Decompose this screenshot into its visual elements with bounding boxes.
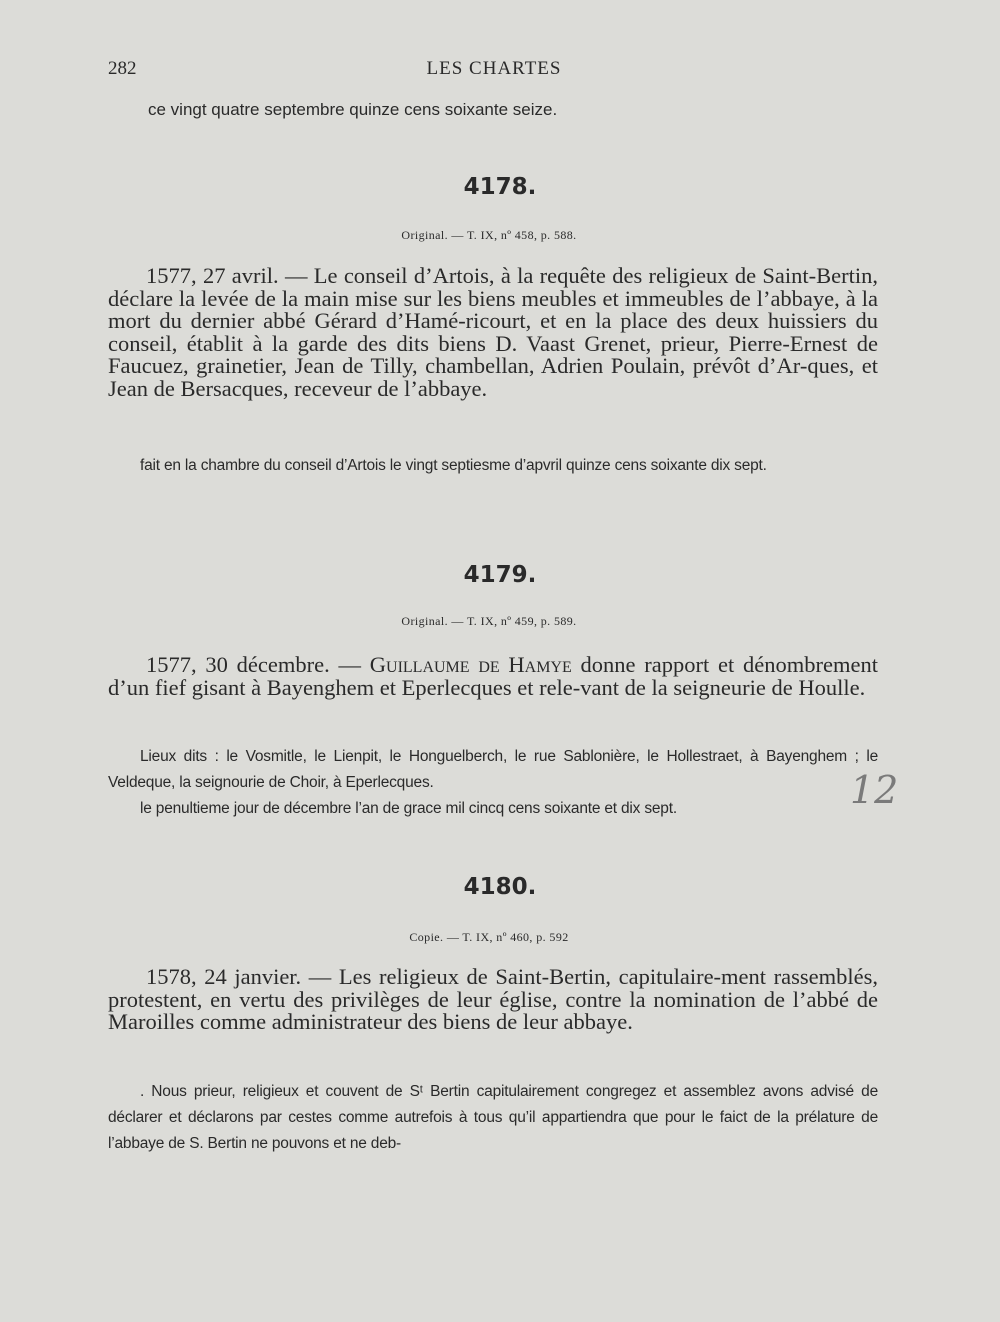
entry-number: 4179. — [463, 562, 537, 588]
summary-date: 1577, 30 décembre. — — [146, 652, 361, 677]
entry-summary — [108, 966, 878, 1034]
entry-excerpt — [108, 453, 878, 479]
summary-text — [108, 654, 878, 699]
entry-source: Original. — T. IX, nº 458, p. 588. — [401, 228, 577, 242]
excerpt-paragraph: . Nous prieur, religieux et couvent de Sᵗ Bertin capitulairement congregez et assemblez avons advisé de déclarer et déclarons par cestes comme autrefois à tous qu’il appartiendra que pour le faict de la prélature de l’abbaye de S. Bertin ne pouvons et ne deb- — [108, 1083, 878, 1152]
summary-rest: donne rapport et dénombrement d’un fief gisant à Bayenghem et Eperlecques et rele-vant de la seigneurie de Houlle. — [108, 652, 878, 700]
continuation-line: ce vingt quatre septembre quinze cens soixante seize. — [148, 100, 558, 119]
entry-source: Original. — T. IX, nº 459, p. 589. — [401, 614, 577, 628]
summary-text: 1578, 24 janvier. — Les religieux de Saint-Bertin, capitulaire-ment rassemblés, protestent, en vertu des privilèges de leur église, contre la nomination de l’abbé de Maroilles comme administrateur des biens de leur abbaye. — [108, 964, 878, 1034]
excerpt-paragraph: fait en la chambre du conseil d’Artois le vingt septiesme d’apvril quinze cens soixante dix sept. — [140, 457, 767, 474]
page-number: 282 — [108, 58, 137, 79]
entry-summary — [108, 265, 878, 400]
entry-excerpt — [108, 1079, 878, 1157]
entry-number: 4180. — [463, 874, 537, 900]
excerpt-paragraph: Lieux dits : le Vosmitle, le Lienpit, le Honguelberch, le rue Sablonière, le Hollestraet, à Bayenghem ; le Veldeque, la seignourie de Choir, à Eperlecques. — [108, 748, 878, 791]
entry-number: 4178. — [463, 174, 537, 200]
entry-source: Copie. — T. IX, nº 460, p. 592 — [409, 930, 569, 944]
summary-person-name: Guillaume de Hamye — [369, 652, 572, 677]
page-header — [108, 58, 880, 84]
summary-text: 1577, 27 avril. — Le conseil d’Artois, à la requête des religieux de Saint-Bertin, déclare la levée de la main mise sur les biens meubles et immeubles de l’abbaye, à la mort du dernier abbé Gérard d’Hamé-ricourt, et en la place des deux huissiers du conseil, établit à la garde des dits biens D. Vaast Grenet, prieur, Pierre-Ernest de Faucuez, grainetier, Jean de Tilly, chambellan, Adrien Poulain, prévôt d’Ar-ques, et Jean de Bersacques, receveur de l’abbaye. — [108, 263, 878, 401]
handwritten-margin-note: 12 — [850, 768, 899, 812]
excerpt-paragraph: le penultieme jour de décembre l’an de grace mil cincq cens soixante et dix sept. — [140, 800, 677, 817]
running-title: LES CHARTES — [426, 58, 562, 79]
entry-excerpt — [108, 744, 878, 822]
entry-summary — [108, 654, 878, 699]
